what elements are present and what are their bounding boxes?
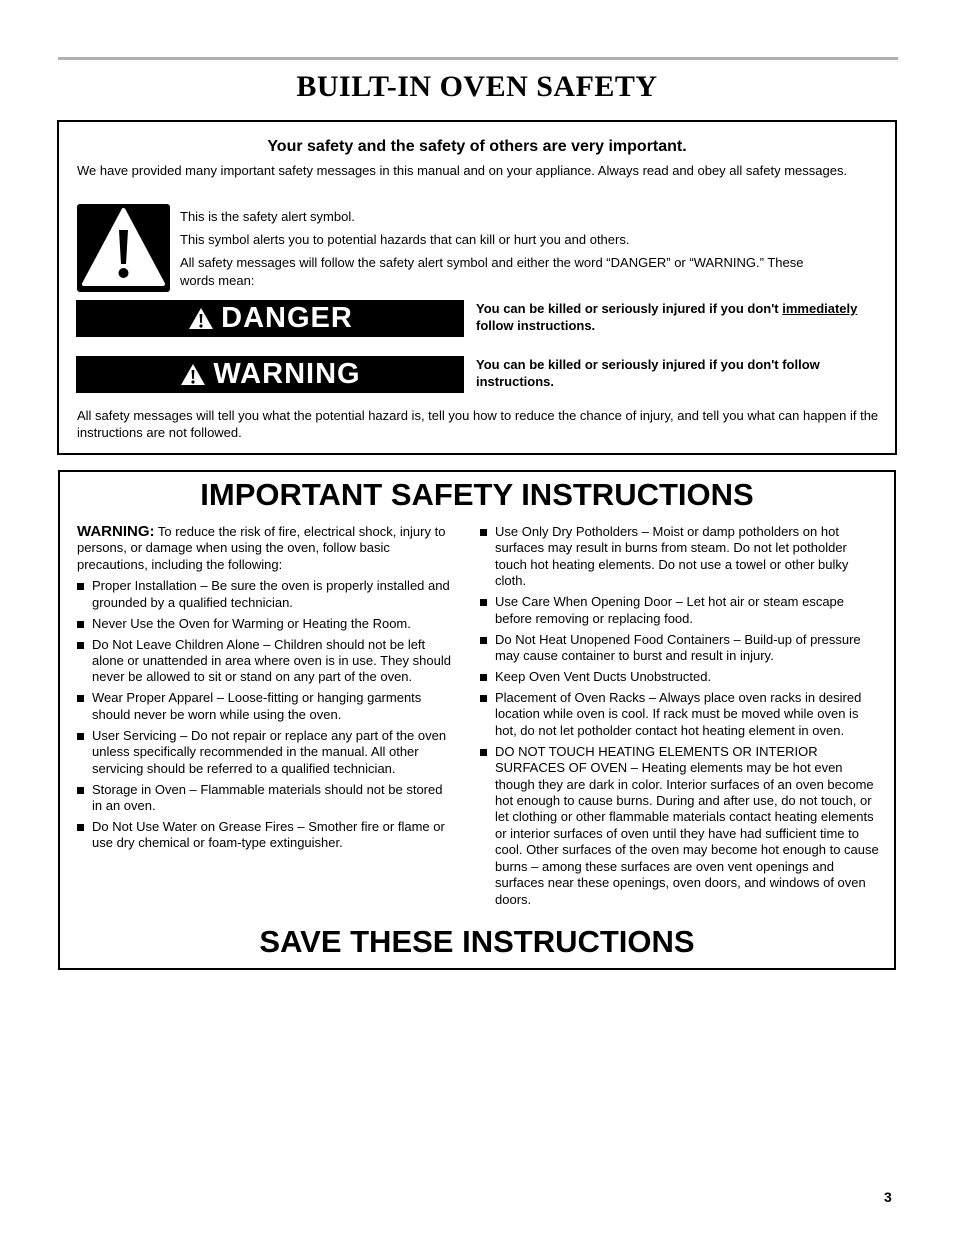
page-title: BUILT-IN OVEN SAFETY xyxy=(296,70,658,103)
warning-label: WARNING xyxy=(213,358,361,390)
warning-intro-label: WARNING: xyxy=(77,523,155,540)
safety-alert-symbol-icon xyxy=(77,204,170,292)
safety-footer: All safety messages will tell you what the potential hazard is, tell you how to reduce the chance of injury, and tell you what can happen if the instructions are not followed. xyxy=(77,408,879,440)
bullet-square-icon xyxy=(480,529,487,536)
symbol-line: All safety messages will follow the safety alert symbol and either the word “DANGER” or “WARNING.” These words mean: xyxy=(180,255,804,288)
warning-intro xyxy=(77,524,452,573)
warning-alert-icon xyxy=(179,362,207,387)
list-item xyxy=(77,637,452,686)
bullet-square-icon xyxy=(77,621,84,628)
list-item xyxy=(480,632,880,665)
safety-heading: Your safety and the safety of others are very important. xyxy=(267,138,687,155)
list-item xyxy=(480,594,880,627)
list-item-text: DO NOT TOUCH HEATING ELEMENTS OR INTERIOR SURFACES OF OVEN – Heating elements may be hot even though they are dark in color. Interior surfaces of an oven become hot enough to cause burns. During and after use, do not touch, or let clothing or other flammable materials contact heating elements or interior surfaces of oven until they have had sufficient time to cool. Other surfaces of the oven may become hot enough to cause burns – among these surfaces are oven vent openings and surfaces near these openings, oven doors, and windows of oven doors. xyxy=(495,743,879,907)
danger-text-emphasis: immediately xyxy=(782,301,858,316)
symbol-explanation xyxy=(180,208,880,295)
bullet-square-icon xyxy=(480,599,487,606)
danger-text-end: follow instructions. xyxy=(476,318,596,333)
list-item-text: Placement of Oven Racks – Always place oven racks in desired location while oven is cool. If rack must be moved while oven is hot, do not let potholder contact hot heating element in oven. xyxy=(495,690,862,738)
danger-label: DANGER xyxy=(221,302,353,334)
warning-description: You can be killed or seriously injured if you don't follow instructions. xyxy=(476,357,820,389)
safety-intro: We have provided many important safety messages in this manual and on your appliance. Always read and obey all safety messages. xyxy=(77,163,848,178)
bullet-square-icon xyxy=(480,749,487,756)
bullet-square-icon xyxy=(77,583,84,590)
symbol-line: This is the safety alert symbol. xyxy=(180,209,355,224)
list-item xyxy=(77,690,452,723)
list-item-text: Do Not Heat Unopened Food Containers – Build-up of pressure may cause container to burst and result in injury. xyxy=(495,631,861,664)
list-item-text: User Servicing – Do not repair or replace any part of the oven unless specifically recommended in the manual. All other servicing should be referred to a qualified technician. xyxy=(92,727,447,776)
list-item xyxy=(77,578,452,611)
list-item-text: Keep Oven Vent Ducts Unobstructed. xyxy=(495,669,712,685)
warning-intro-text: To reduce the risk of fire, electrical shock, injury to persons, or damage when using the oven, follow basic precautions, including the following: xyxy=(77,524,446,572)
bullet-square-icon xyxy=(77,695,84,702)
left-bullet-list xyxy=(77,578,452,852)
list-item xyxy=(480,744,880,908)
bullet-square-icon xyxy=(77,787,84,794)
warning-banner xyxy=(76,356,464,393)
safety-message-box xyxy=(57,120,897,455)
right-bullet-list xyxy=(480,524,880,908)
list-item xyxy=(77,728,452,777)
danger-text-start: You can be killed or seriously injured if you don't xyxy=(476,301,783,316)
instructions-right-column xyxy=(480,524,880,913)
bullet-square-icon xyxy=(77,733,84,740)
list-item-text: Wear Proper Apparel – Loose-fitting or hanging garments should never be worn while using the oven. xyxy=(92,690,422,722)
list-item-text: Do Not Use Water on Grease Fires – Smother fire or flame or use dry chemical or foam-type extinguisher. xyxy=(92,819,445,851)
page-number: 3 xyxy=(884,1189,892,1205)
danger-description xyxy=(476,300,896,334)
list-item xyxy=(77,782,452,815)
instructions-title: IMPORTANT SAFETY INSTRUCTIONS xyxy=(200,477,754,512)
list-item-text: Never Use the Oven for Warming or Heating the Room. xyxy=(92,615,411,631)
list-item-text: Use Only Dry Potholders – Moist or damp potholders on hot surfaces may result in burns from steam. Do not let potholder touch hot heating elements. Do not use a towel or other bulky cloth. xyxy=(495,524,849,589)
symbol-line: This symbol alerts you to potential hazards that can kill or hurt you and others. xyxy=(180,232,630,247)
bullet-square-icon xyxy=(480,695,487,702)
danger-banner xyxy=(76,300,464,337)
list-item xyxy=(77,819,452,852)
bullet-square-icon xyxy=(480,637,487,644)
save-instructions-title: SAVE THESE INSTRUCTIONS xyxy=(259,924,695,959)
list-item-text: Do Not Leave Children Alone – Children should not be left alone or unattended in area where oven is in use. They should never be allowed to sit or stand on any part of the oven. xyxy=(92,636,451,685)
list-item xyxy=(77,616,452,632)
bullet-square-icon xyxy=(480,674,487,681)
list-item xyxy=(480,690,880,739)
list-item xyxy=(480,669,880,685)
instructions-left-column xyxy=(77,524,452,856)
danger-alert-icon xyxy=(187,306,215,331)
list-item-text: Use Care When Opening Door – Let hot air or steam escape before removing or replacing food. xyxy=(495,594,845,626)
bullet-square-icon xyxy=(77,642,84,649)
list-item-text: Storage in Oven – Flammable materials should not be stored in an oven. xyxy=(92,781,443,814)
top-rule xyxy=(58,57,898,60)
list-item-text: Proper Installation – Be sure the oven is properly installed and grounded by a qualified technician. xyxy=(92,578,450,610)
bullet-square-icon xyxy=(77,824,84,831)
list-item xyxy=(480,524,880,590)
important-instructions-box xyxy=(58,470,896,970)
